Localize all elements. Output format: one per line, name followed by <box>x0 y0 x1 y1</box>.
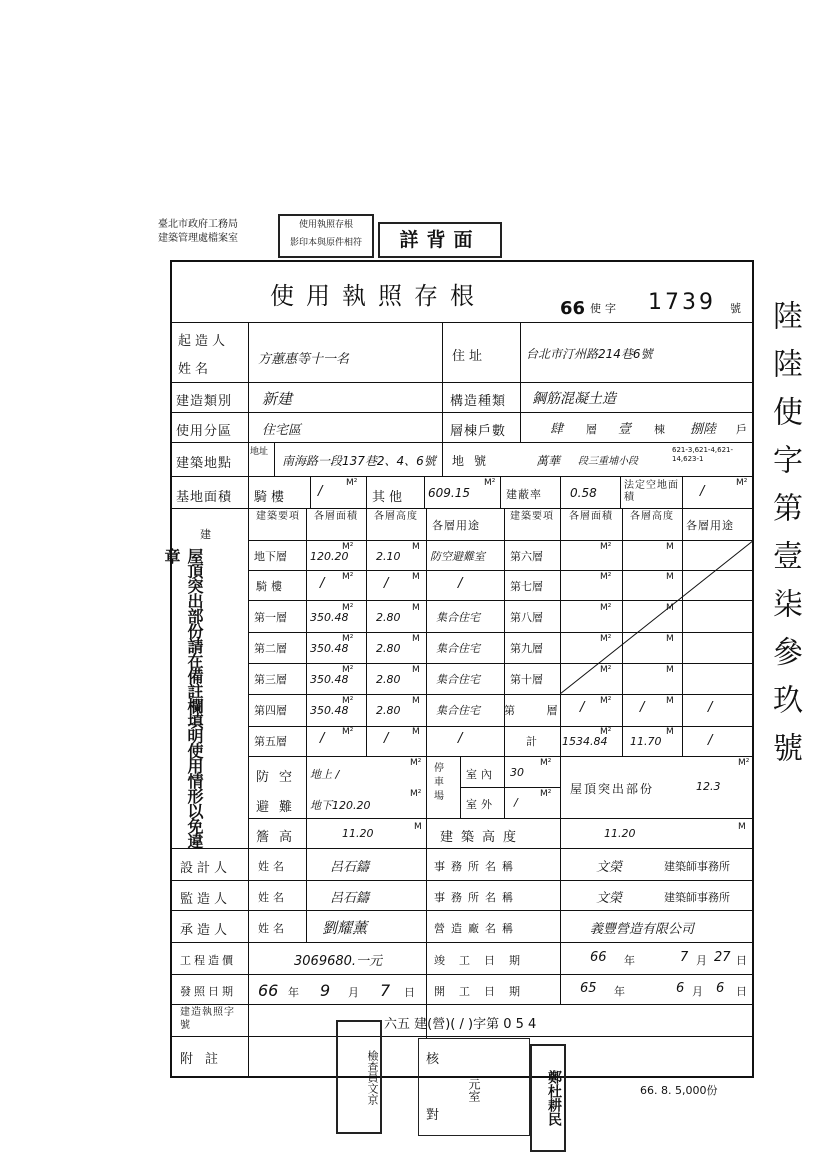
right-floor-use-slash: / <box>708 700 713 715</box>
detail-stamp: 詳背面 <box>378 222 502 258</box>
value-floors: 肆 <box>550 422 564 437</box>
label-contractor-name: 姓名 <box>258 922 288 935</box>
approval-label-bottom: 對 <box>426 1108 444 1123</box>
value-lot-numbers: 621-3,621-4,621-14,623-1 <box>672 446 734 463</box>
value-parking-indoor: 30 <box>510 766 524 779</box>
empty-cells-slash <box>560 540 754 694</box>
col-height-left: 各層高度 <box>374 511 418 522</box>
value-issue-day: 7 <box>380 981 391 1000</box>
label-floors-units: 層棟戶數 <box>450 424 507 439</box>
label-build-height: 建築高度 <box>440 830 525 845</box>
officer-stamp: 鄭杜耕民 <box>530 1044 566 1152</box>
copy-stamp-line1: 使用執照存根 <box>298 220 353 230</box>
value-eave: 11.20 <box>342 827 374 840</box>
inspector-stamp: 檢查員文京 <box>336 1020 382 1134</box>
value-refuge-basement: 地下120.20 <box>310 799 371 812</box>
value-permit: 六五 建(營)( / )字第 0 5 4 <box>384 1017 537 1032</box>
label-supervisor-office: 事務所名稱 <box>434 891 519 904</box>
value-start-month: 6 <box>676 981 685 996</box>
label-builder-2: 姓名 <box>178 362 213 377</box>
value-designer-name: 呂石鑄 <box>330 860 370 875</box>
value-lot-section: 段三重埔小段 <box>578 456 638 467</box>
col-item-right: 建築要項 <box>510 511 554 522</box>
label-site-small: 地址 <box>250 447 269 457</box>
label-indoor: 室內 <box>466 768 496 781</box>
value-lot-district: 萬華 <box>536 454 561 468</box>
label-legal-open: 法定空地面積 <box>624 480 679 503</box>
label-base-area: 基地面積 <box>176 490 233 505</box>
value-supervisor-office: 文榮 <box>596 891 623 906</box>
archive-stamp-line1: 臺北市政府工務局 <box>158 219 238 230</box>
value-start-year: 65 <box>580 981 597 996</box>
label-coverage: 建蔽率 <box>506 488 542 501</box>
value-build-height: 11.20 <box>604 827 636 840</box>
value-arcade-area: / <box>318 484 323 499</box>
value-start-day: 6 <box>716 981 725 996</box>
label-builder-1: 起造人 <box>178 334 230 349</box>
value-finish-year: 66 <box>590 950 607 965</box>
label-start: 開工日期 <box>434 985 534 998</box>
label-eave: 簷高 <box>256 830 303 845</box>
value-roof-area: 12.3 <box>696 780 721 793</box>
col-use-left: 各層用途 <box>432 519 480 532</box>
value-category: 新建 <box>262 390 293 408</box>
label-contractor-firm: 營造廠名稱 <box>434 922 519 935</box>
label-structure: 構造種類 <box>450 394 507 409</box>
value-contractor-firm: 義豐營造有限公司 <box>590 922 695 937</box>
label-sidebar: 建 <box>200 528 211 541</box>
permit-number: 1739 <box>648 290 716 315</box>
value-zone: 住宅區 <box>262 423 302 438</box>
value-other-area: 609.15 <box>428 486 470 500</box>
value-finish-day: 27 <box>714 950 731 965</box>
label-defense: 防空 <box>256 770 303 785</box>
label-zone: 使用分區 <box>176 424 233 439</box>
label-permit-no: 建造執照字號 <box>180 1007 235 1031</box>
copy-stamp-line2: 影印本與原件相符 <box>289 238 362 248</box>
value-blocks: 壹 <box>618 422 632 437</box>
label-designer-office: 事務所名稱 <box>434 860 519 873</box>
label-parking: 停車場 <box>434 763 444 802</box>
label-supervisor-name: 姓名 <box>258 891 288 904</box>
form-title: 使用執照存根 <box>270 282 486 310</box>
label-arcade: 騎樓 <box>254 490 289 505</box>
supervisor-office-suffix: 建築師事務所 <box>664 891 730 904</box>
value-legal-open: / <box>700 484 705 499</box>
label-designer: 設計人 <box>180 861 232 876</box>
label-outdoor: 室外 <box>466 798 496 811</box>
value-structure: 鋼筋混凝土造 <box>532 391 616 407</box>
col-use-right: 各層用途 <box>686 519 734 532</box>
margin-left-note: 屋頂突出部份請在備註欄填明使用情形以免違章 <box>162 548 204 848</box>
label-site: 建築地點 <box>176 456 233 471</box>
value-defense-ground: 地上 / <box>310 768 340 781</box>
label-note: 附註 <box>180 1052 231 1067</box>
label-cost: 工程造價 <box>180 954 236 967</box>
col-area-right: 各層面積 <box>569 511 613 522</box>
label-finish: 竣工日期 <box>434 954 534 967</box>
label-refuge: 避難 <box>256 800 303 815</box>
total-label: 計 <box>526 735 541 748</box>
archive-stamp-line2: 建築管理處檔案室 <box>158 233 238 244</box>
designer-office-suffix: 建築師事務所 <box>664 860 730 873</box>
right-floor-height-slash: / <box>640 700 645 715</box>
label-issue: 發照日期 <box>180 985 236 998</box>
blocks-unit: 棟 <box>654 423 669 436</box>
label-other: 其他 <box>372 490 407 505</box>
label-designer-name: 姓名 <box>258 860 288 873</box>
value-cost: 3069680.一元 <box>294 954 383 969</box>
value-parking-outdoor: / <box>514 796 518 809</box>
value-finish-month: 7 <box>680 950 689 965</box>
print-info: 66. 8. 5,000份 <box>640 1084 718 1097</box>
value-total-height: 11.70 <box>630 735 662 748</box>
col-area-left: 各層面積 <box>314 511 358 522</box>
col-height-right: 各層高度 <box>630 511 674 522</box>
value-issue-year: 66 <box>258 981 279 1000</box>
value-address: 台北市汀州路214巷6號 <box>526 347 653 361</box>
approval-stamp-small: 元室 <box>467 1078 481 1102</box>
approval-label-top: 核 <box>426 1052 444 1067</box>
right-floor-area-slash: / <box>580 700 585 715</box>
value-contractor-name: 劉耀薰 <box>322 919 368 937</box>
label-supervisor: 監造人 <box>180 892 232 907</box>
archive-stamp <box>158 218 238 246</box>
value-total-area: 1534.84 <box>562 735 608 748</box>
permit-char: 使字 <box>590 302 620 315</box>
permit-suffix: 號 <box>730 302 745 315</box>
value-units: 捌陸 <box>690 422 717 437</box>
units-unit: 戶 <box>736 423 751 436</box>
value-coverage: 0.58 <box>570 486 597 500</box>
right-total-use-slash: / <box>708 733 713 748</box>
value-issue-month: 9 <box>320 981 331 1000</box>
label-lot: 地號 <box>452 454 497 468</box>
label-contractor: 承造人 <box>180 923 232 938</box>
permit-year: 66 <box>560 298 586 319</box>
value-designer-office: 文榮 <box>596 860 623 875</box>
col-item-left: 建築要項 <box>256 511 300 522</box>
label-roof: 屋頂突出部份 <box>570 782 655 796</box>
value-owner: 方蕙惠等十一名 <box>258 352 350 367</box>
copy-stamp <box>278 214 374 258</box>
margin-right-stamp: 陸陸使字第壹柒參玖號 <box>767 300 802 780</box>
floors-unit: 層 <box>586 423 601 436</box>
label-category: 建造類別 <box>176 394 233 409</box>
value-site: 南海路一段137巷2、4、6號 <box>282 454 436 468</box>
label-address: 住址 <box>452 349 487 364</box>
value-supervisor-name: 呂石鑄 <box>330 891 370 906</box>
